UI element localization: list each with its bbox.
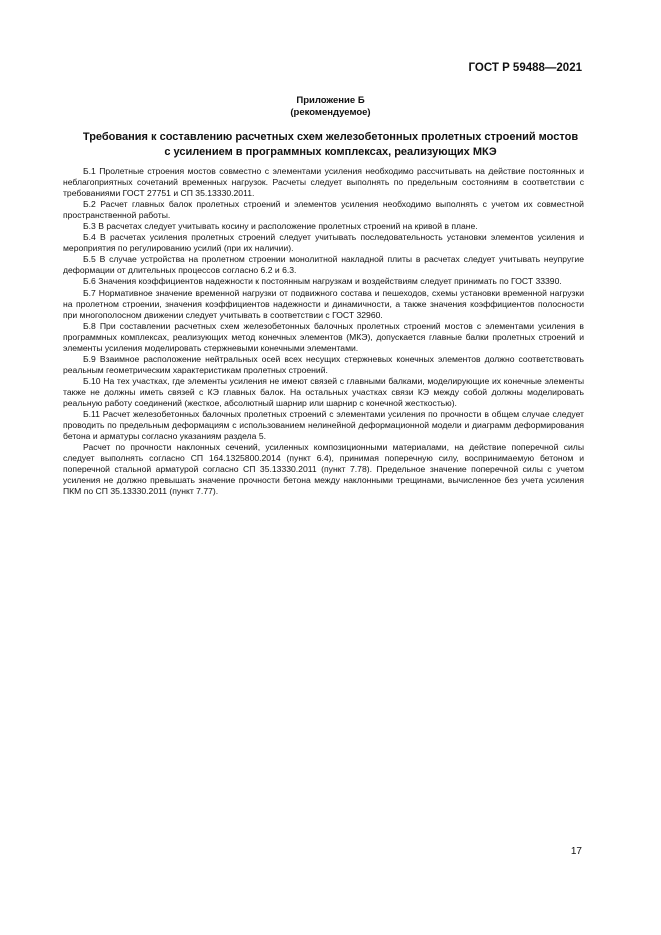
- body-text: [63, 166, 584, 497]
- paragraph-b10: Б.10 На тех участках, где элементы усиления не имеют связей с главными балками, моделирующие их конечные элементы также не должны иметь связей с КЭ главных балок. На остальных участках связи КЭ между собой должны моделировать реальную работу соединений (жесткое, абсолютный шарнир или шарнир с конечной жесткостью).: [63, 375, 584, 408]
- appendix-status: (рекомендуемое): [290, 107, 371, 118]
- page-number: 17: [570, 846, 582, 857]
- paragraph-b8: Б.8 При составлении расчетных схем железобетонных балочных пролетных строений мостов с элементами усиления в программных комплексах, реализующих метод конечных элементов (МКЭ), допускается главные балки пролетных строений и элементы усиления моделировать стержневыми конечными элементами.: [63, 320, 584, 353]
- paragraph-b1: Б.1 Пролетные строения мостов совместно с элементами усиления необходимо рассчитывать на действие постоянных и неблагоприятных сочетаний временных нагрузок. Расчеты следует выполнять по предельным состояниям в соответствии с требованиями ГОСТ 27751 и СП 35.13330.2011.: [63, 166, 584, 199]
- paragraph-b3: Б.3 В расчетах следует учитывать косину и расположение пролетных строений на кривой в плане.: [83, 221, 478, 232]
- paragraph-b2: Б.2 Расчет главных балок пролетных строений и элементов усиления необходимо выполнять с учетом их совместной пространственной работы.: [63, 199, 584, 221]
- section-title: [60, 130, 601, 160]
- paragraph-b11-continued: Расчет по прочности наклонных сечений, усиленных композиционными материалами, на действие поперечной силы следует выполнять согласно СП 164.1325800.2014 (пункт 6.4), принимая поперечную силу, воспринимаемую бетоном и поперечной стальной арматурой согласно СП 35.13330.2011 (пункт 7.78). Предельное значение поперечной силы с учетом усиления не должно превышать значение прочности бетона между наклонными трещинами, вычисленное без учета усиления ПКМ по СП 35.13330.2011 (пункт 7.77).: [63, 442, 584, 497]
- paragraph-b11: Б.11 Расчет железобетонных балочных пролетных строений с элементами усиления по прочности в общем случае следует проводить по предельным деформациям с использованием нелинейной деформационной модели и диаграмм деформирования бетона и арматуры согласно указаниям раздела 5.: [63, 409, 584, 442]
- paragraph-b9: Б.9 Взаимное расположение нейтральных осей всех несущих стержневых конечных элементов должно соответствовать реальным геометрическим характеристикам пролетных строений.: [63, 353, 584, 375]
- section-title-line-1: Требования к составлению расчетных схем железобетонных пролетных строений мостов: [82, 131, 579, 143]
- appendix-title: Приложение Б: [296, 95, 365, 106]
- paragraph-b7: Б.7 Нормативное значение временной нагрузки от подвижного состава и пешеходов, схемы установки временной нагрузки на пролетном строении, значения коэффициентов надежности и динамичности, а также значения коэффициентов полосности при многополосном движении следует учитывать в соответствии с ГОСТ 32960.: [63, 287, 584, 320]
- appendix-heading: [0, 95, 661, 119]
- document-code: ГОСТ Р 59488—2021: [468, 62, 582, 74]
- paragraph-b4: Б.4 В расчетах усиления пролетных строений следует учитывать последовательность установки элементов усиления и мероприятия по регулированию усилий (при их наличии).: [63, 232, 584, 254]
- paragraph-b5: Б.5 В случае устройства на пролетном строении монолитной накладной плиты в расчетах следует учитывать неупругие деформации от длительных процессов согласно 6.2 и 6.3.: [63, 254, 584, 276]
- paragraph-b6: Б.6 Значения коэффициентов надежности к постоянным нагрузкам и воздействиям следует принимать по ГОСТ 33390.: [83, 276, 562, 287]
- section-title-line-2: с усилением в программных комплексах, реализующих МКЭ: [164, 146, 497, 158]
